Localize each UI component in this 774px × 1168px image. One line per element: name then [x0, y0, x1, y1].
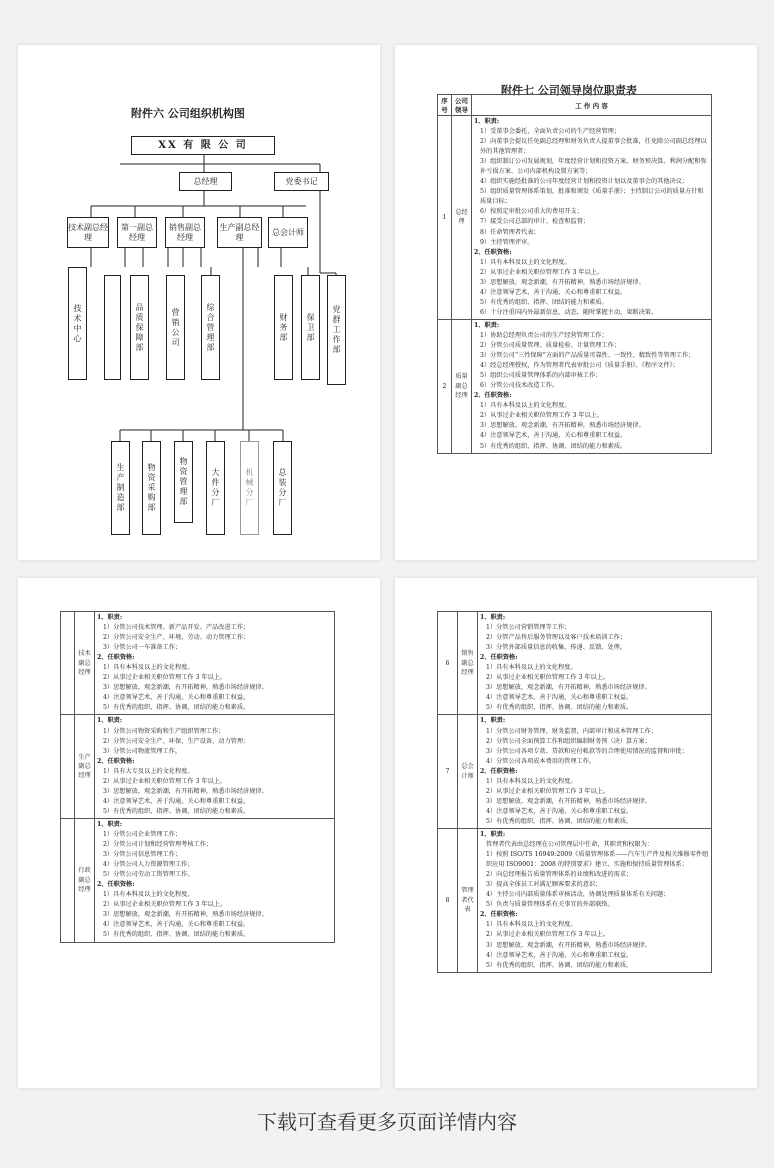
duty-row-number: 2: [438, 319, 452, 453]
duty-line: 4）注意领导艺术，善于沟通，关心和尊重职工权益。: [486, 807, 633, 815]
duty-line: 1）具有本科及以上的文化程度。: [486, 777, 577, 785]
dept-party-affairs: 党群工作部: [327, 275, 346, 385]
header-num: 序号: [438, 95, 452, 116]
duty-line: 4）分管公司各项成本费用的管理工作。: [486, 757, 596, 765]
duties-page-3: [395, 578, 757, 1088]
duty-line: 4）分管公司人力资源管理工作；: [103, 861, 194, 869]
duty-line: 4）经总经理授权，作为管理者代表审批公司《质量手册》、《程序文件》；: [480, 362, 679, 370]
duty-row-content: [95, 818, 335, 942]
duty-line: 5）有优秀的组织、指挥、协调、团结的能力和素质。: [103, 931, 250, 939]
duty-row: [61, 715, 335, 818]
duty-line: 9）主持管理评审。: [480, 238, 534, 246]
duty-line: 3）分管公司物流管理工作。: [103, 747, 182, 755]
duty-line: 3）思想解放，观念新潮，有开拓精神，熟悉市场经济规律。: [103, 787, 268, 795]
duty-line: 1）具有本科及以上的文化程度。: [480, 402, 571, 410]
subdept-production-manufacturing: 生产制造部: [111, 441, 130, 535]
duty-section-heading: 1、职责:: [97, 820, 123, 828]
duty-line: 2）从事过企业相关职位管理工作 3 年以上。: [480, 268, 604, 276]
duty-line: 2）从事过企业相关职位管理工作 3 年以上。: [486, 931, 610, 939]
duty-line: 2）分管公司全面预算工作和组织编制财务预（决）算方案；: [486, 737, 651, 745]
party-secretary-box: 党委书记: [274, 172, 329, 191]
duty-line: 7）接受公司总部的审计、检查和监督；: [480, 218, 590, 226]
duty-row-number: [61, 818, 75, 942]
duty-line: 4）主持公司内部质量体系审核活动，协调处理质量体系有关问题；: [486, 891, 670, 899]
duty-line: 4）注意领导艺术，善于沟通，关心和尊重职工权益。: [103, 694, 250, 702]
duty-row: [438, 612, 712, 715]
duty-line: 1）分管公司物资采购和生产组织管理工作；: [103, 727, 225, 735]
vp-box-sales: 销售副总经理: [165, 217, 205, 248]
duty-line: 6）十分注重国内外最新信息、动态，随时掌握主动、果断决策。: [480, 308, 658, 316]
duty-line: 1）受董事会委托，全面负责公司的生产经营管理；: [480, 128, 621, 136]
duty-row-content: [472, 319, 712, 453]
duty-line: 5）有优秀的组织、指挥、团结的能力和素质。: [480, 298, 608, 306]
duty-line: 1）具有本科及以上的文化程度。: [103, 891, 194, 899]
duties-page-2: [18, 578, 380, 1088]
dept-blank: [104, 275, 121, 380]
duty-line: 2）分管公司计划和经营管理考核工作；: [103, 841, 213, 849]
duty-line: 1）具有大专及以上的文化程度。: [103, 767, 194, 775]
duty-line: 5）组织质量管理体系策划，批准和颁发《质量手册》；主持制订公司的质量方针和质量目标；: [480, 188, 704, 206]
duty-line: 2）从事过企业相关职位管理工作 3 年以上。: [486, 787, 610, 795]
duty-line: 3）思想解放，观念新潮，有开拓精神，熟悉市场经济规律。: [486, 941, 651, 949]
duty-line: 1）具有本科及以上的文化程度。: [480, 258, 571, 266]
duty-line: 2）从事过企业相关职位管理工作 3 年以上。: [103, 777, 227, 785]
duty-row-content: [478, 612, 712, 715]
duty-line: 3）思想解放，观念新潮，有开拓精神，熟悉市场经济规律。: [486, 797, 651, 805]
duty-row-role: 管理者代表: [458, 828, 478, 972]
duty-line: 2）从事过企业相关职位管理工作 3 年以上。: [103, 901, 227, 909]
duty-section-heading: 2、任职资格:: [480, 654, 518, 662]
duty-row: [61, 612, 335, 715]
duty-line: 4）注意领导艺术，善于沟通，关心和尊重职工权益。: [486, 694, 633, 702]
duty-line: 2）从事过企业相关职位管理工作 3 年以上。: [486, 674, 610, 682]
duty-section-heading: 2、任职资格:: [97, 757, 135, 765]
duty-line: 5）有优秀的组织、指挥、协调、团结的能力和素质。: [103, 704, 250, 712]
duty-line: 3）思想解放，观念新潮，有开拓精神，熟悉市场经济规律。: [486, 684, 651, 692]
duty-row-content: [95, 715, 335, 818]
duty-line: 2）从事过企业相关职位管理工作 3 年以上。: [480, 412, 604, 420]
chief-accountant-box: 总会计师: [268, 217, 308, 248]
duty-row-role: 销售副总经理: [458, 612, 478, 715]
header-content: 工 作 内 容: [472, 95, 712, 116]
duty-row-number: 1: [438, 116, 452, 320]
duty-line: 3）分管公司一车准备工作；: [103, 644, 182, 652]
duty-row-content: [478, 828, 712, 972]
subdept-materials: 物资管理部: [174, 441, 193, 523]
duty-section-heading: 1、职责:: [474, 321, 500, 329]
duty-line: 8）任命管理者代表；: [480, 228, 540, 236]
duty-line: 5）负责与质量管理体系有关事宜的外部联络。: [486, 901, 614, 909]
duty-row-role: 技术副总经理: [75, 612, 95, 715]
duty-section-heading: 2、任职资格:: [480, 911, 518, 919]
duties-table-body: [438, 116, 712, 454]
duty-section-heading: 2、任职资格:: [97, 654, 135, 662]
duty-section-heading: 2、任职资格:: [480, 767, 518, 775]
duty-line: 6）分管公司技术改造工作。: [480, 382, 559, 390]
subdept-procurement: 物资采购部: [142, 441, 161, 535]
duty-line: 3）思想解放，观念新潮，有开拓精神，熟悉市场经济规律。: [480, 422, 645, 430]
duty-row-role: 总会计师: [458, 715, 478, 829]
vp-box-first: 第一副总经理: [117, 217, 157, 248]
duties-table-2: [60, 611, 335, 943]
duty-line: 5）分管公司劳动工资管理工作。: [103, 871, 194, 879]
duty-row: [438, 319, 712, 453]
duty-line: 6）按照定审批公司重大的费用开支；: [480, 208, 583, 216]
duty-line: 1）按照 ISO/TS 16949:2009《质量管理体系——汽车生产件及相关维修零件组织应用 ISO9001：2008 的特别要求》建立、实施和保持质量管理体系；: [486, 851, 709, 869]
duty-row-role: 生产副总经理: [75, 715, 95, 818]
duty-row-content: [478, 715, 712, 829]
duty-line: 3）分管公司各项专款、贷款和应付帐款等的合理使用情况的监督和审批；: [486, 747, 688, 755]
dept-finance: 财务部: [274, 275, 293, 380]
subdept-machinery-plant: 机械分厂: [240, 441, 259, 535]
duty-row-role: 质量副总经理: [452, 319, 472, 453]
duty-line: 3）提高全体员工对满足顾客要求的意识；: [486, 881, 602, 889]
duty-section-heading: 2、任职资格:: [474, 392, 512, 400]
duty-line: 5）有优秀的组织、指挥、协调、团结的能力和素质。: [486, 817, 633, 825]
duty-section-heading: 1、职责:: [480, 717, 506, 725]
duty-line: 1）分管公司企业管理工作；: [103, 830, 182, 838]
duty-line: 3）分管公司“三性保障”方面的产品质量可靠性、一致性、精致性等管理工作；: [480, 352, 695, 360]
duty-section-heading: 2、任职资格:: [474, 248, 512, 256]
duty-line: 2）分管公司安全生产、环保、生产设备、动力管理；: [103, 737, 250, 745]
dept-general-admin: 综合管理部: [201, 275, 220, 380]
duty-section-heading: 1、职责:: [474, 118, 500, 125]
duty-row: [61, 818, 335, 942]
duty-line: 5）有优秀的组织、指挥、协调、团结的能力和素质。: [486, 704, 633, 712]
duty-row: [438, 116, 712, 320]
company-box: XX 有 限 公 司: [131, 136, 275, 155]
duty-row-number: 8: [438, 828, 458, 972]
duty-line: 4）注意领导艺术，善于沟通，关心和尊重职工权益。: [480, 432, 627, 440]
duties-table-3: [437, 611, 712, 973]
duty-line: 2）分管产品售后服务管理以及客户技术培训工作；: [486, 634, 627, 642]
duty-line: 1）具有本科及以上的文化程度。: [486, 921, 577, 929]
duty-line: 5）组织公司质量管理体系的内部审核工作；: [480, 372, 602, 380]
duty-line: 1）协助总经理负责公司的生产经营管理工作；: [480, 331, 608, 339]
duty-line: 5）有优秀的组织、指挥、协调、团结的能力和素质。: [480, 442, 627, 450]
duty-row-content: [472, 116, 712, 320]
duty-line: 4）注意领导艺术，善于沟通，关心和尊重职工权益。: [486, 951, 633, 959]
dept-security: 保卫部: [301, 275, 320, 380]
duty-row-number: [61, 715, 75, 818]
duty-line: 4）组织实施经批准的公司年度经营计划和投资计划以及董事会的其他决议；: [480, 178, 689, 186]
duty-line: 2）分管公司安全生产、环境、劳动、动力管理工作；: [103, 634, 250, 642]
duties-table-body: [438, 612, 712, 973]
duties-table-1: [437, 94, 712, 454]
duties-page-1: [395, 45, 757, 560]
dept-quality-assurance: 品质保障部: [130, 275, 149, 380]
duty-section-heading: 1、职责:: [97, 614, 123, 621]
duty-line: 3）分管公司信息管理工作；: [103, 851, 182, 859]
org-chart-title: 附件六 公司组织机构图: [131, 107, 245, 120]
duty-row-number: [61, 612, 75, 715]
duty-line: 3）思想解放，观念新潮，有开拓精神，熟悉市场经济规律。: [480, 278, 645, 286]
duty-line: 2）分管公司质量管理、质量检验、计量管理工作；: [480, 342, 621, 350]
dept-tech-center: 技术中心: [68, 267, 87, 380]
duty-line: 2）向总经理报告质量管理体系的业绩和改进的需求；: [486, 871, 633, 879]
duty-line: 3）分管外部质量信息的收集、传递、反馈、处理。: [486, 644, 627, 652]
duty-row-content: [95, 612, 335, 715]
duty-section-heading: 2、任职资格:: [97, 881, 135, 889]
duty-row: [438, 715, 712, 829]
duty-line: 5）有优秀的组织、指挥、协调、团结的能力和素质。: [486, 961, 633, 969]
duty-line: 1）具有本科及以上的文化程度。: [486, 664, 577, 672]
duty-line: 4）注意领导艺术，善于沟通，关心和尊重职工权益。: [103, 797, 250, 805]
header-role: 公司领导: [452, 95, 472, 116]
duty-row-number: 7: [438, 715, 458, 829]
duty-section-heading: 1、职责:: [480, 830, 506, 838]
duty-line: 4）注意领导艺术，善于沟通，关心和尊重职工权益。: [480, 288, 627, 296]
duty-section-heading: 1、职责:: [480, 614, 506, 621]
duty-line: 4）注意领导艺术，善于沟通，关心和尊重职工权益。: [103, 921, 250, 929]
duty-row-number: 6: [438, 612, 458, 715]
duties-table-body: [61, 612, 335, 943]
org-chart-page: [18, 45, 380, 560]
subdept-large-parts-plant: 大件分厂: [206, 441, 225, 535]
vp-box-technical: 技术副总经理: [67, 217, 109, 248]
duties-title: 附件七 公司领导岗位职责表: [501, 84, 637, 97]
duty-line: 3）思想解放，观念新潮，有开拓精神，熟悉市场经济规律。: [103, 911, 268, 919]
duty-line: 管理者代表由总经理在公司管理层中任命，其职责和权限为：: [486, 841, 654, 849]
footer-text: 下载可查看更多页面详情内容: [257, 1110, 517, 1134]
duty-line: 2）向董事会提议任免副总经理和财务负责人提董事会批准，任免除公司副总经理以外的其他管理者；: [480, 138, 707, 156]
duty-line: 3）组织制订公司发展规划，年度经营计划和投资方案、财务预决算、利润分配和弥补亏损方案、公司内部机构设置方案等；: [480, 158, 707, 176]
duty-row: [438, 828, 712, 972]
duty-line: 5）有优秀的组织、指挥、协调、团结的能力和素质。: [103, 807, 250, 815]
duty-row-role: 行政副总经理: [75, 818, 95, 942]
dept-marketing: 营销公司: [166, 275, 185, 380]
vp-box-production: 生产副总经理: [217, 217, 262, 248]
duty-line: 1）具有本科及以上的文化程度。: [103, 664, 194, 672]
duty-line: 3）思想解放，观念新潮，有开拓精神，熟悉市场经济规律。: [103, 684, 268, 692]
duty-row-role: 总经理: [452, 116, 472, 320]
duty-section-heading: 1、职责:: [97, 717, 123, 725]
duty-line: 1）分管公司财务管理、财务监督，内部审计和成本管理工作；: [486, 727, 657, 735]
general-manager-box: 总经理: [179, 172, 232, 191]
duty-line: 2）从事过企业相关职位管理工作 3 年以上。: [103, 674, 227, 682]
duty-line: 1）分管公司营销管理等工作；: [486, 624, 571, 632]
subdept-assembly-plant: 总装分厂: [273, 441, 292, 535]
duty-line: 1）分管公司技术管理、新产品开发、产品改进工作；: [103, 624, 250, 632]
